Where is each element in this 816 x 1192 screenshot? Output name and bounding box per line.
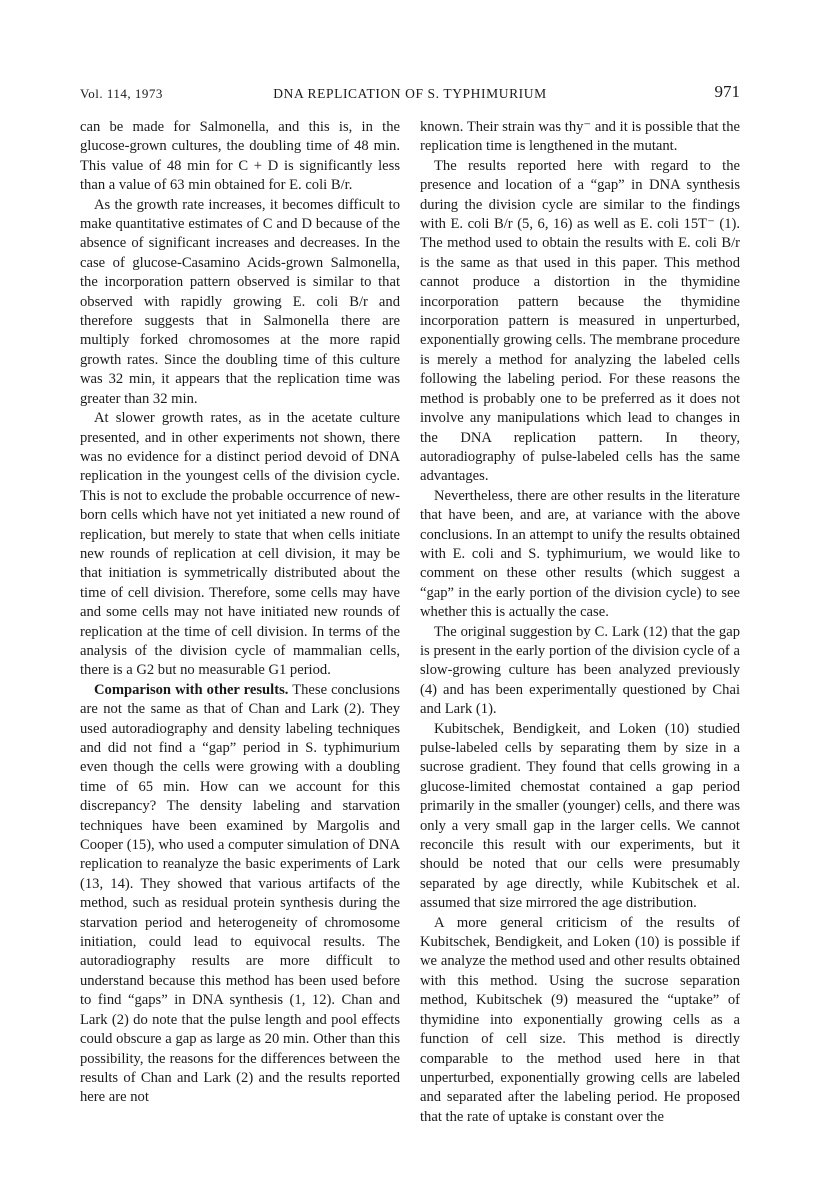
left-column bbox=[80, 118, 400, 1108]
right-column bbox=[420, 118, 740, 1127]
running-header bbox=[80, 82, 740, 106]
paragraph: The results reported here with regard to the presence and location of a “gap” in DNA synthesis during the division cycle are similar to the findings with E. coli B/r (5, 6, 16) as well as E. coli 15T⁻ (1). The method used to obtain the results with E. coli B/r is the same as that used in this paper. This method cannot produce a distortion in the thymidine incorporation pattern because the thymidine incorporation pattern is measured in unperturbed, exponentially growing cells. The membrane procedure is merely a method for analyzing the labeled cells following the labeling period. For these reasons the method is probably one to be preferred as it does not involve any manipulations which lead to changes in the DNA replication pattern. In theory, autoradiography of pulse-labeled cells has the same advantages. bbox=[420, 157, 740, 485]
paragraph-text: These conclusions are not the same as that of Chan and Lark (2). They used autoradiography and density labeling techniques and did not find a “gap” period in S. typhimurium even though the cells were growing with a doubling time of 65 min. How can we account for this discrepancy? The density labeling and starvation techniques have been examined by Margolis and Cooper (15), who used a computer simulation of DNA replication to reanalyze the basic experiments of Lark (13, 14). They showed that various artifacts of the method, such as residual protein synthesis during the starvation period and heterogeneity of chromosome initiation, could lead to equivocal results. The autoradiography results are more difficult to understand because this method has been used before to find “gaps” in DNA synthesis (1, 12). Chan and Lark (2) do note that the pulse length and pool effects could obscure a gap as large as 20 min. Other than this possibility, the reasons for the differences between the results of Chan and Lark (2) and the results reported here are not bbox=[80, 681, 400, 1106]
paragraph: At slower growth rates, as in the acetate culture presented, and in other experiments not shown, there was no evidence for a distinct period devoid of DNA replication in the youngest cells of the division cycle. This is not to exclude the probable occurrence of new-born cells which have not yet initiated a new round of replication, but merely to state that when cells initiate new rounds of replication at cell division, it may be that initiation is symmetrically distributed about the time of cell division. Therefore, some cells may have and some cells may not have initiated new rounds of replication at the time of cell division. In terms of the analysis of the division cycle of mammalian cells, there is a G2 but no measurable G1 period. bbox=[80, 410, 400, 679]
paragraph: can be made for Salmonella, and this is, in the glucose-grown cultures, the doubling time of 48 min. This value of 48 min for C + D is significantly less than a value of 63 min obtained for E. coli B/r. bbox=[80, 119, 400, 194]
paragraph: The original suggestion by C. Lark (12) that the gap is present in the early portion of the division cycle of a slow-growing culture has been analyzed previously (4) and has been experimentally questioned by Chai and Lark (1). bbox=[420, 623, 740, 718]
page-number: 971 bbox=[714, 82, 740, 101]
paragraph: As the growth rate increases, it becomes difficult to make quantitative estimates of C and D because of the absence of significant increases and decreases. In the case of glucose-Casamino Acids-grown Salmonella, the incorporation pattern observed is similar to that observed with rapidly growing E. coli B/r and therefore suggests that in Salmonella there are multiply forked chromosomes at the more rapid growth rates. Since the doubling time of this culture was 32 min, it appears that the replication time was greater than 32 min. bbox=[80, 196, 400, 407]
paragraph: Kubitschek, Bendigkeit, and Loken (10) studied pulse-labeled cells by separating them by size in a sucrose gradient. They found that cells growing in a glucose-limited chemostat contained a gap period primarily in the smaller (younger) cells, and there was only a very small gap in the larger cells. We cannot reconcile this result with our experiments, but it should be noted that our cells were presumably separated by age directly, while Kubitschek et al. assumed that size mirrored the age distribution. bbox=[420, 720, 740, 912]
paragraph: A more general criticism of the results of Kubitschek, Bendigkeit, and Loken (10) is possible if we analyze the method used and other results obtained with this method. Using the sucrose separation method, Kubitschek (9) measured the “uptake” of thymidine into exponentially growing cells as a function of cell size. This method is directly comparable to the method used here in that unperturbed, exponentially growing cells are labeled and separated after the labeling period. He proposed that the rate of uptake is constant over the bbox=[420, 914, 740, 1125]
section-heading: Comparison with other results. bbox=[94, 681, 289, 698]
paragraph: known. Their strain was thy⁻ and it is possible that the replication time is lengthened in the mutant. bbox=[420, 119, 740, 155]
volume-label: Vol. 114, 1973 bbox=[80, 86, 163, 101]
paragraph: Nevertheless, there are other results in the literature that have been, and are, at variance with the above conclusions. In an attempt to unify the results obtained with E. coli and S. typhimurium, we would like to comment on these other results (which suggest a “gap” in the early portion of the division cycle) to see whether this is actually the case. bbox=[420, 487, 740, 621]
running-title: DNA REPLICATION OF S. TYPHIMURIUM bbox=[273, 86, 547, 101]
paragraph bbox=[80, 681, 400, 1108]
